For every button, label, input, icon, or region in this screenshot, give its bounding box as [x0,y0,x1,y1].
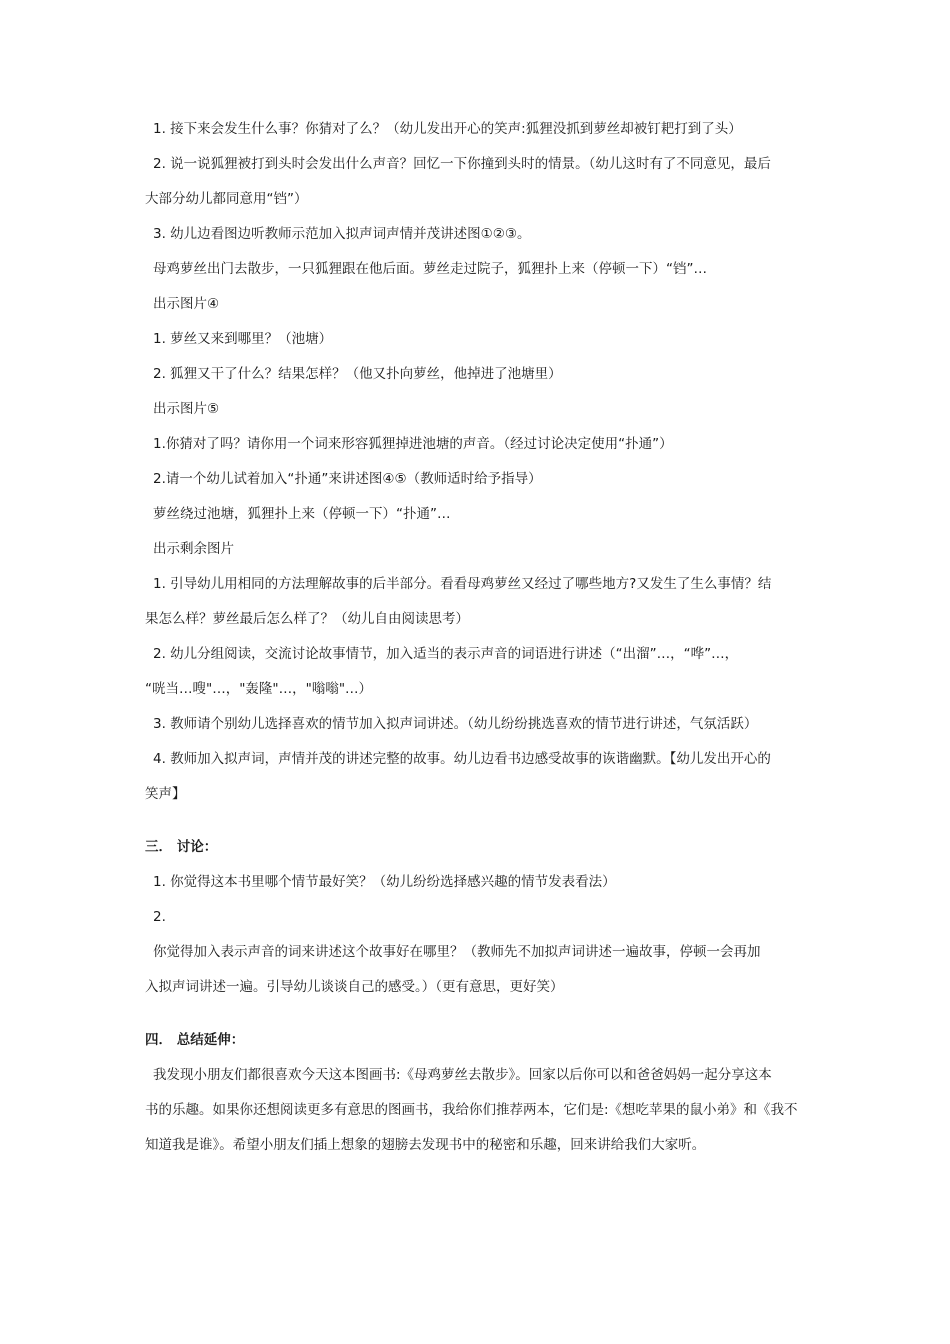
paragraph: 1. 引导幼儿用相同的方法理解故事的后半部分。看看母鸡萝丝又经过了哪些地方?又发生了生么事情？结 [153,576,772,592]
paragraph: 1. 你觉得这本书里哪个情节最好笑？（幼儿纷纷选择感兴趣的情节发表看法） [153,874,616,890]
paragraph: 出示图片④ [153,296,220,312]
spacer [145,1005,817,1023]
paragraph: 1. 萝丝又来到哪里？（池塘） [153,331,333,347]
paragraph: 2. 幼儿分组阅读，交流讨论故事情节，加入适当的表示声音的词语进行讲述（“出溜”…，“哗”…， [153,646,739,662]
section-4 [145,1023,817,1163]
paragraph: 4. 教师加入拟声词，声情并茂的讲述完整的故事。幼儿边看书边感受故事的诙谐幽默。【幼儿发出开心的 [153,751,771,767]
paragraph: 萝丝绕过池塘，狐狸扑上来（停顿一下）“扑通”… [153,506,451,522]
paragraph: 3. 教师请个别幼儿选择喜欢的情节加入拟声词讲述。（幼儿纷纷挑选喜欢的情节进行讲述，气氛活跃） [153,716,758,732]
section-heading: 三． 讨论： [145,839,218,855]
document-body [145,112,817,1163]
paragraph: 入拟声词讲述一遍。引导幼儿谈谈自己的感受。）（更有意思，更好笑） [145,979,564,995]
paragraph: 果怎么样？萝丝最后怎么样了？（幼儿自由阅读思考） [145,611,469,627]
paragraph: 大部分幼儿都同意用“铛”） [145,191,308,207]
paragraph: 2. 狐狸又干了什么？结果怎样？（他又扑向萝丝，他掉进了池塘里） [153,366,562,382]
paragraph: 3. 幼儿边看图边听教师示范加入拟声词声情并茂讲述图①②③。 [153,226,531,242]
section-2-continued [145,112,817,812]
paragraph: 我发现小朋友们都很喜欢今天这本图画书:《母鸡萝丝去散步》。回家以后你可以和爸爸妈妈一起分享这本 [153,1067,772,1083]
section-3 [145,830,817,1005]
paragraph: 你觉得加入表示声音的词来讲述这个故事好在哪里？（教师先不加拟声词讲述一遍故事，停顿一会再加 [153,944,761,960]
paragraph: 书的乐趣。如果你还想阅读更多有意思的图画书，我给你们推荐两本，它们是:《想吃苹果的鼠小弟》和《我不 [145,1102,798,1118]
paragraph: 知道我是谁》。希望小朋友们插上想象的翅膀去发现书中的秘密和乐趣，回来讲给我们大家听。 [145,1137,706,1153]
paragraph: 2. [153,909,166,925]
spacer [145,812,817,830]
section-heading: 四． 总结延伸： [145,1032,245,1048]
paragraph: 母鸡萝丝出门去散步，一只狐狸跟在他后面。萝丝走过院子，狐狸扑上来（停顿一下）“铛”… [153,261,707,277]
paragraph: 1. 接下来会发生什么事？你猜对了么？（幼儿发出开心的笑声:狐狸没抓到萝丝却被钉耙打到了头） [153,121,742,137]
paragraph: 2.请一个幼儿试着加入“扑通”来讲述图④⑤（教师适时给予指导） [153,471,542,487]
paragraph: “咣当…嗖"…，"轰隆"…，"嗡嗡"…） [145,681,373,697]
paragraph: 出示图片⑤ [153,401,220,417]
paragraph: 笑声】 [145,786,186,802]
paragraph: 1.你猜对了吗？请你用一个词来形容狐狸掉进池塘的声音。（经过讨论决定使用“扑通”） [153,436,673,452]
paragraph: 出示剩余图片 [153,541,234,557]
paragraph: 2. 说一说狐狸被打到头时会发出什么声音？回忆一下你撞到头时的情景。（幼儿这时有了不同意见，最后 [153,156,771,172]
